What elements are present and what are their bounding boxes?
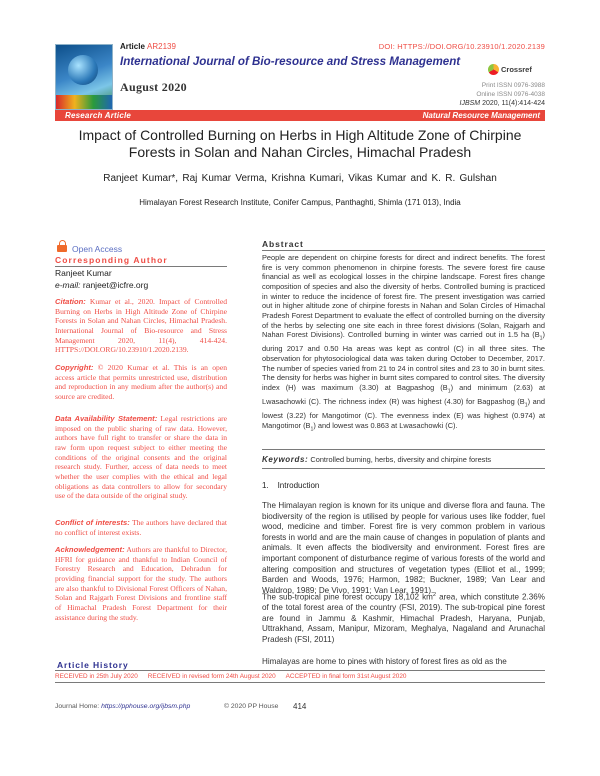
article-history-heading: Article History [57,660,129,670]
citation-volume: 2020, 11(4):414-424 [482,100,545,107]
article-label: Article [120,42,145,51]
affiliation: Himalayan Forest Research Institute, Conifer Campus, Panthaghti, Shimla (171 013), India [139,198,461,207]
copyright-heading: Copyright: [55,363,94,372]
abstract-heading: Abstract [262,239,304,249]
open-access-lock-icon [57,240,67,252]
issn-print: Print ISSN 0976-3988 [481,82,545,89]
keywords-label: Keywords: [262,455,309,464]
conflict-text: The authors have declared that no conflict of interest exists. [55,518,227,537]
revised-date: RECEIVED in revised form 24th August 2020 [147,673,276,680]
keywords-text: Controlled burning, herbs, diversity and chirpine forests [310,455,492,464]
copyright-paragraph [55,363,227,402]
conflict-heading: Conflict of interests: [55,518,130,527]
journal-logo [55,44,113,110]
journal-home-link[interactable]: https://pphouse.org/ijbsm.php [101,703,191,710]
acknowledgement-paragraph [55,545,227,622]
data-availability-text: Legal restrictions are imposed on the public sharing of raw data. However, authors have full right to transfer or share the data in raw form upon request subject to either meeting the conditions of the original consents and the original research study. Further, access of data needs to meet whether the user complies with the ethical and legal obligations as data controllers to allow for secondary use of the data outside of the original study. [55,414,227,501]
email-label: e-mail: [55,280,81,290]
open-access-label: Open Access [72,244,123,254]
globe-icon [68,55,98,85]
crossref-badge[interactable] [488,64,544,78]
introduction-paragraph: The Himalayan region is known for its unique and diverse flora and fauna. The biodiversity of the region is utilised by people for various uses like fodder, fuel wood, medicine and timber. Forest fire is very common problem in various forests in world and are the main cause of changes in population of plants and animals. It even affects the biodiversity and environment. Forest fires are important component of disturbance regime of various forests of the world and altering composition and structures of vegetation types (Elliot et al., 1999; Barden and Woods, 1976; Harmon, 1982; Buckner, 1989; Van Lear and Waldrop, 1989; De Vivo, 1991; Van Lear, 1991). [262,501,545,595]
subject-area: Natural Resource Management [422,111,540,120]
divider [262,250,545,251]
divider [55,266,227,267]
citation-heading: Citation: [55,297,86,306]
author-list: Ranjeet Kumar*, Raj Kumar Verma, Krishna Kumari, Vikas Kumar and K. R. Gulshan [103,173,497,184]
divider [55,682,545,683]
corresponding-author-heading: Corresponding Author [55,255,168,265]
introduction-paragraph: The sub-tropical pine forest occupy 18,102 $km^2$ area, which constitute 2.36% of the total forest area of the country (FSI, 2019). The sub-tropical pine forest are found in Jammu & Kashmir, Himachal Pradesh, Haryana, Punjab, Uttrakhand, Assam, Manipur, Mizoram, Meghalya, Nagaland and Arunachal Pradesh (FSI, 2011) [262,592,545,645]
divider [262,449,545,450]
paper-title: Impact of Controlled Burning on Herbs in High Altitude Zone of Chirpine Forests in Solan and Nahan Circles, Himachal Pradesh [78,127,522,160]
crossref-icon [488,64,499,75]
citation-journal: IJBSM [459,100,481,107]
page-number: 414 [293,702,307,711]
issn-online: Online ISSN 0976-4038 [476,91,545,98]
article-history [55,673,545,680]
divider [262,468,545,469]
journal-home-label: Journal Home: [55,703,100,710]
issue-date: August 2020 [120,80,187,94]
corresponding-author-email [55,280,148,290]
logo-ribbon [56,95,112,109]
introduction-heading: 1. Introduction [262,481,320,490]
divider [55,670,545,671]
introduction-paragraph: Himalayas are home to pines with history of forest fires as old as the [262,657,507,666]
corresponding-author-name: Ranjeet Kumar [55,268,112,278]
keywords [262,455,545,464]
email-address[interactable]: ranjeet@icfre.org [82,280,149,290]
doi-link[interactable]: DOI: HTTPS://DOI.ORG/10.23910/1.2020.2139 [378,42,545,51]
acknowledgement-heading: Acknowledgement: [55,545,125,554]
footer-copyright: © 2020 PP House [224,703,279,710]
article-type: Research Article [65,111,132,120]
received-date: RECEIVED in 25th July 2020 [55,673,138,680]
citation-paragraph [55,297,227,355]
data-availability-heading: Data Availability Statement: [55,414,158,423]
journal-title: International Journal of Bio-resource and Stress Management [120,55,461,68]
data-availability-paragraph [55,414,227,501]
acknowledgement-text: Authors are thankful to Director, HFRI for guidance and thankful to Indian Council of Forestry Research and Education, Dehradun for providing financial support for the study. The authors are also thankful to Divisional Forest Officers of Nahan, Solan and Rajgarh Forest Divisions and frontline staff of Himachal Pradesh Forest Department for their assistance during the study. [55,545,227,622]
abstract-text: People are dependent on chirpine forests for direct and indirect benefits. The forest fire is very common phenomenon in chirpine forests. The severe forest fire cause financial as well as ecological losses in the chirpine landscape. Forest fires change composition of species and also the diversity of herbs. Controlled burning is practiced in winter to reduce the incidence of forest fire. The present investigation was carried out in higher altitude zone of chirpine forests in Nahan and Solan Circles of Himachal Pradesh Forest Department to evaluate the effect of controlled burning on the diversity of the herbs by selecting one site each in three forest divisions (Solan, Rajgarh and Nahan Forest Divisions). Controlled burning in winter was carried out in 1.5 ha $(B_1)$ during 2017 and 0.50 Ha areas was kept as control (C) in all three sites. The observation for phytosociological data was taken during October to December, 2017. The number of species varied from 21 to 24 in control sites and 23 to 30 in burnt sites. The density for herbs was higher in burnt sites compared to control sites. The diversity index (H) was maximum (3.30) at Bagpashog $(B_1)$ and minimum (2.63) at Lwasachowki (C). The richness index (R) was highest (4.30) for Bagpashog $(B_1)$ and lowest (3.22) for Mangotimor (C). The evenness index (E) was highest (0.974) at Mangotimor $(B_1)$ and lowest was 0.863 at Lwasachowki (C). [262,253,545,433]
accepted-date: ACCEPTED in final form 31st August 2020 [285,673,407,680]
copyright-text: © 2020 Kumar et al. This is an open access article that permits unrestricted use, distribution and reproduction in any medium after the author(s) and source are credited. [55,363,227,401]
citation-reference [460,100,546,107]
article-number: AR2139 [147,42,176,51]
conflict-paragraph [55,518,227,537]
crossref-label: Crossref [501,65,532,74]
citation-text: Kumar et al., 2020. Impact of Controlled Burning on Herbs in High Altitude Zone of Chirpine Forests in Solan and Nahan Circles, Himachal Pradesh. International Journal of Bio-resource and Stress Management 2020, 11(4), 414-424. HTTPS://DOI.ORG/10.23910/1.2020.2139. [55,297,227,355]
